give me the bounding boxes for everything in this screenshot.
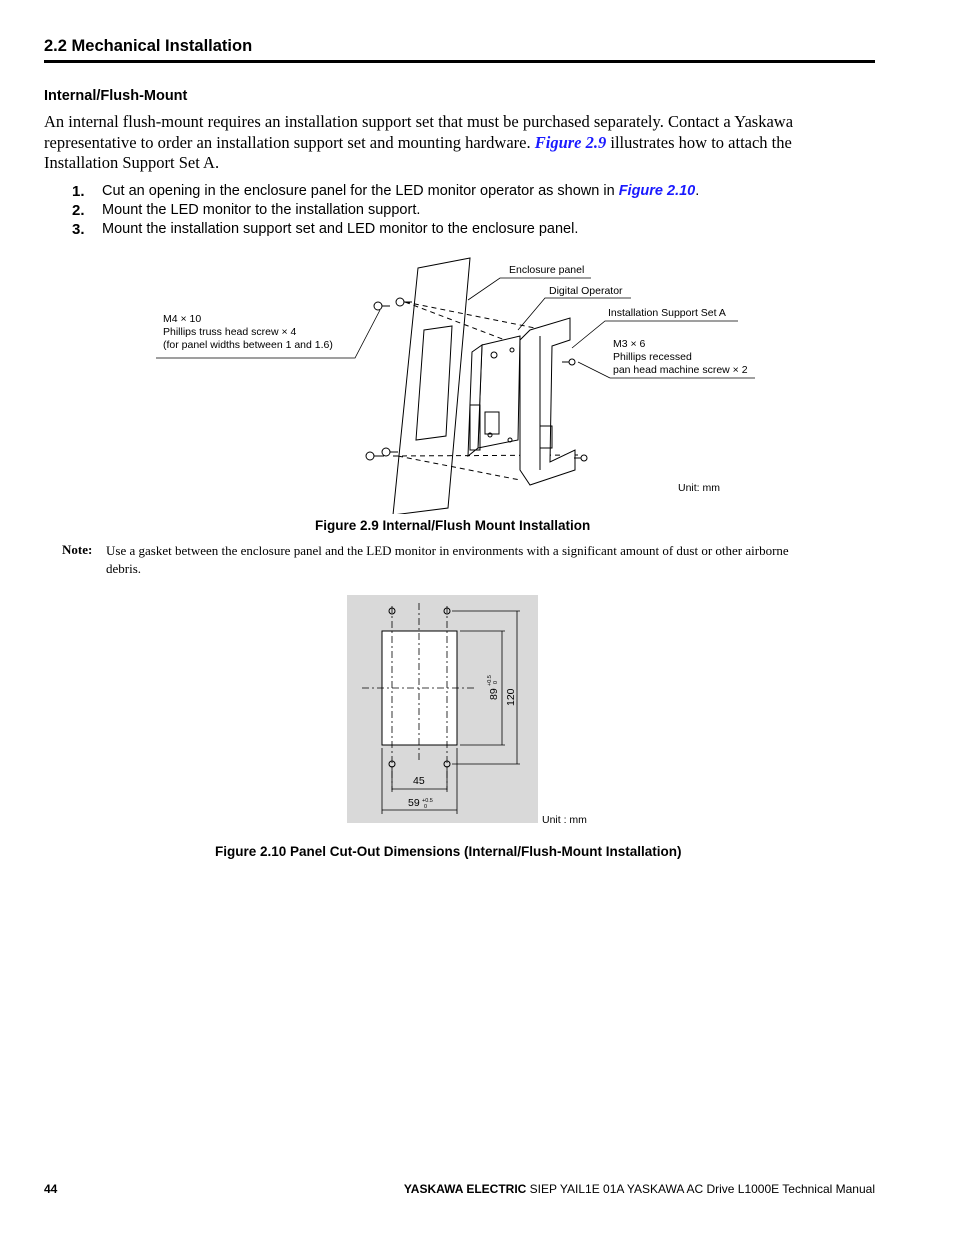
intro-text-1: An internal flush-mount requires an installation support set that must be purchased separately. Contact a Yaskawa representative to order an installation support set and mounting hardware. [44, 112, 794, 152]
header-rule [44, 60, 875, 63]
tol-59-zero: 0 [424, 804, 428, 810]
footer-brand: YASKAWA ELECTRIC [403, 1182, 527, 1196]
footer-doc-info [404, 1182, 875, 1196]
tol-59-plus: +0.5 [422, 798, 433, 804]
subheading: Internal/Flush-Mount [44, 88, 188, 104]
figure-10-unit: Unit : mm [542, 814, 587, 826]
label-enclosure-panel: Enclosure panel [509, 264, 585, 276]
tol-89-zero: 0 [493, 680, 499, 684]
footer-doc: SIEP YAIL1E 01A YASKAWA AC Drive L1000E Technical Manual [526, 1182, 875, 1196]
label-m3-line2: Phillips recessed [613, 351, 692, 363]
label-m3-line1: M3 × 6 [613, 338, 646, 350]
step-text: Mount the LED monitor to the installation support. [102, 202, 421, 218]
label-m4-line3: (for panel widths between 1 and 1.6) [163, 339, 333, 351]
note-label: Note: [62, 542, 93, 557]
figure-2-9-caption: Figure 2.9 Internal/Flush Mount Installation [315, 518, 591, 533]
dim-120: 120 [505, 688, 517, 706]
step-number: 3. [72, 221, 85, 238]
label-m4-line1: M4 × 10 [163, 313, 202, 325]
step-number: 1. [72, 183, 85, 200]
step-text: Cut an opening in the enclosure panel for the LED monitor operator as shown in [102, 183, 619, 199]
support-bracket [520, 318, 575, 485]
m3-screws [562, 359, 587, 461]
enclosure-panel-shape [393, 258, 470, 514]
label-m4-line2: Phillips truss head screw × 4 [163, 326, 297, 338]
page-number: 44 [44, 1182, 58, 1196]
figure-2-10-diagram [346, 594, 596, 830]
intro-text-2: illustrates how to attach the Installation Support Set A. [44, 132, 792, 172]
figure-2-9-link[interactable]: Figure 2.9 [534, 132, 607, 152]
label-m3-line3: pan head machine screw × 2 [613, 364, 748, 376]
dim-45: 45 [413, 775, 425, 787]
label-support-set: Installation Support Set A [608, 307, 726, 319]
figure-2-10-link[interactable]: Figure 2.10 [618, 183, 696, 199]
figure-2-10-caption: Figure 2.10 Panel Cut-Out Dimensions (Internal/Flush-Mount Installation) [215, 844, 682, 859]
step-text-end: . [695, 183, 700, 199]
dim-59: 59 [408, 797, 420, 809]
dim-89: 89 [488, 688, 500, 700]
label-digital-operator: Digital Operator [549, 285, 623, 297]
figure-2-9-illustration [150, 252, 770, 514]
label-unit: Unit: mm [678, 482, 720, 494]
section-header: 2.2 Mechanical Installation [44, 37, 253, 55]
step-number: 2. [72, 202, 85, 219]
intro-paragraph [44, 112, 844, 174]
tol-89-plus: +0.5 [487, 675, 493, 686]
step-text: Mount the installation support set and LED monitor to the enclosure panel. [102, 221, 579, 237]
note-text: Use a gasket between the enclosure panel and the LED monitor in environments with a significant amount of dust or other airborne debris. [106, 543, 789, 576]
